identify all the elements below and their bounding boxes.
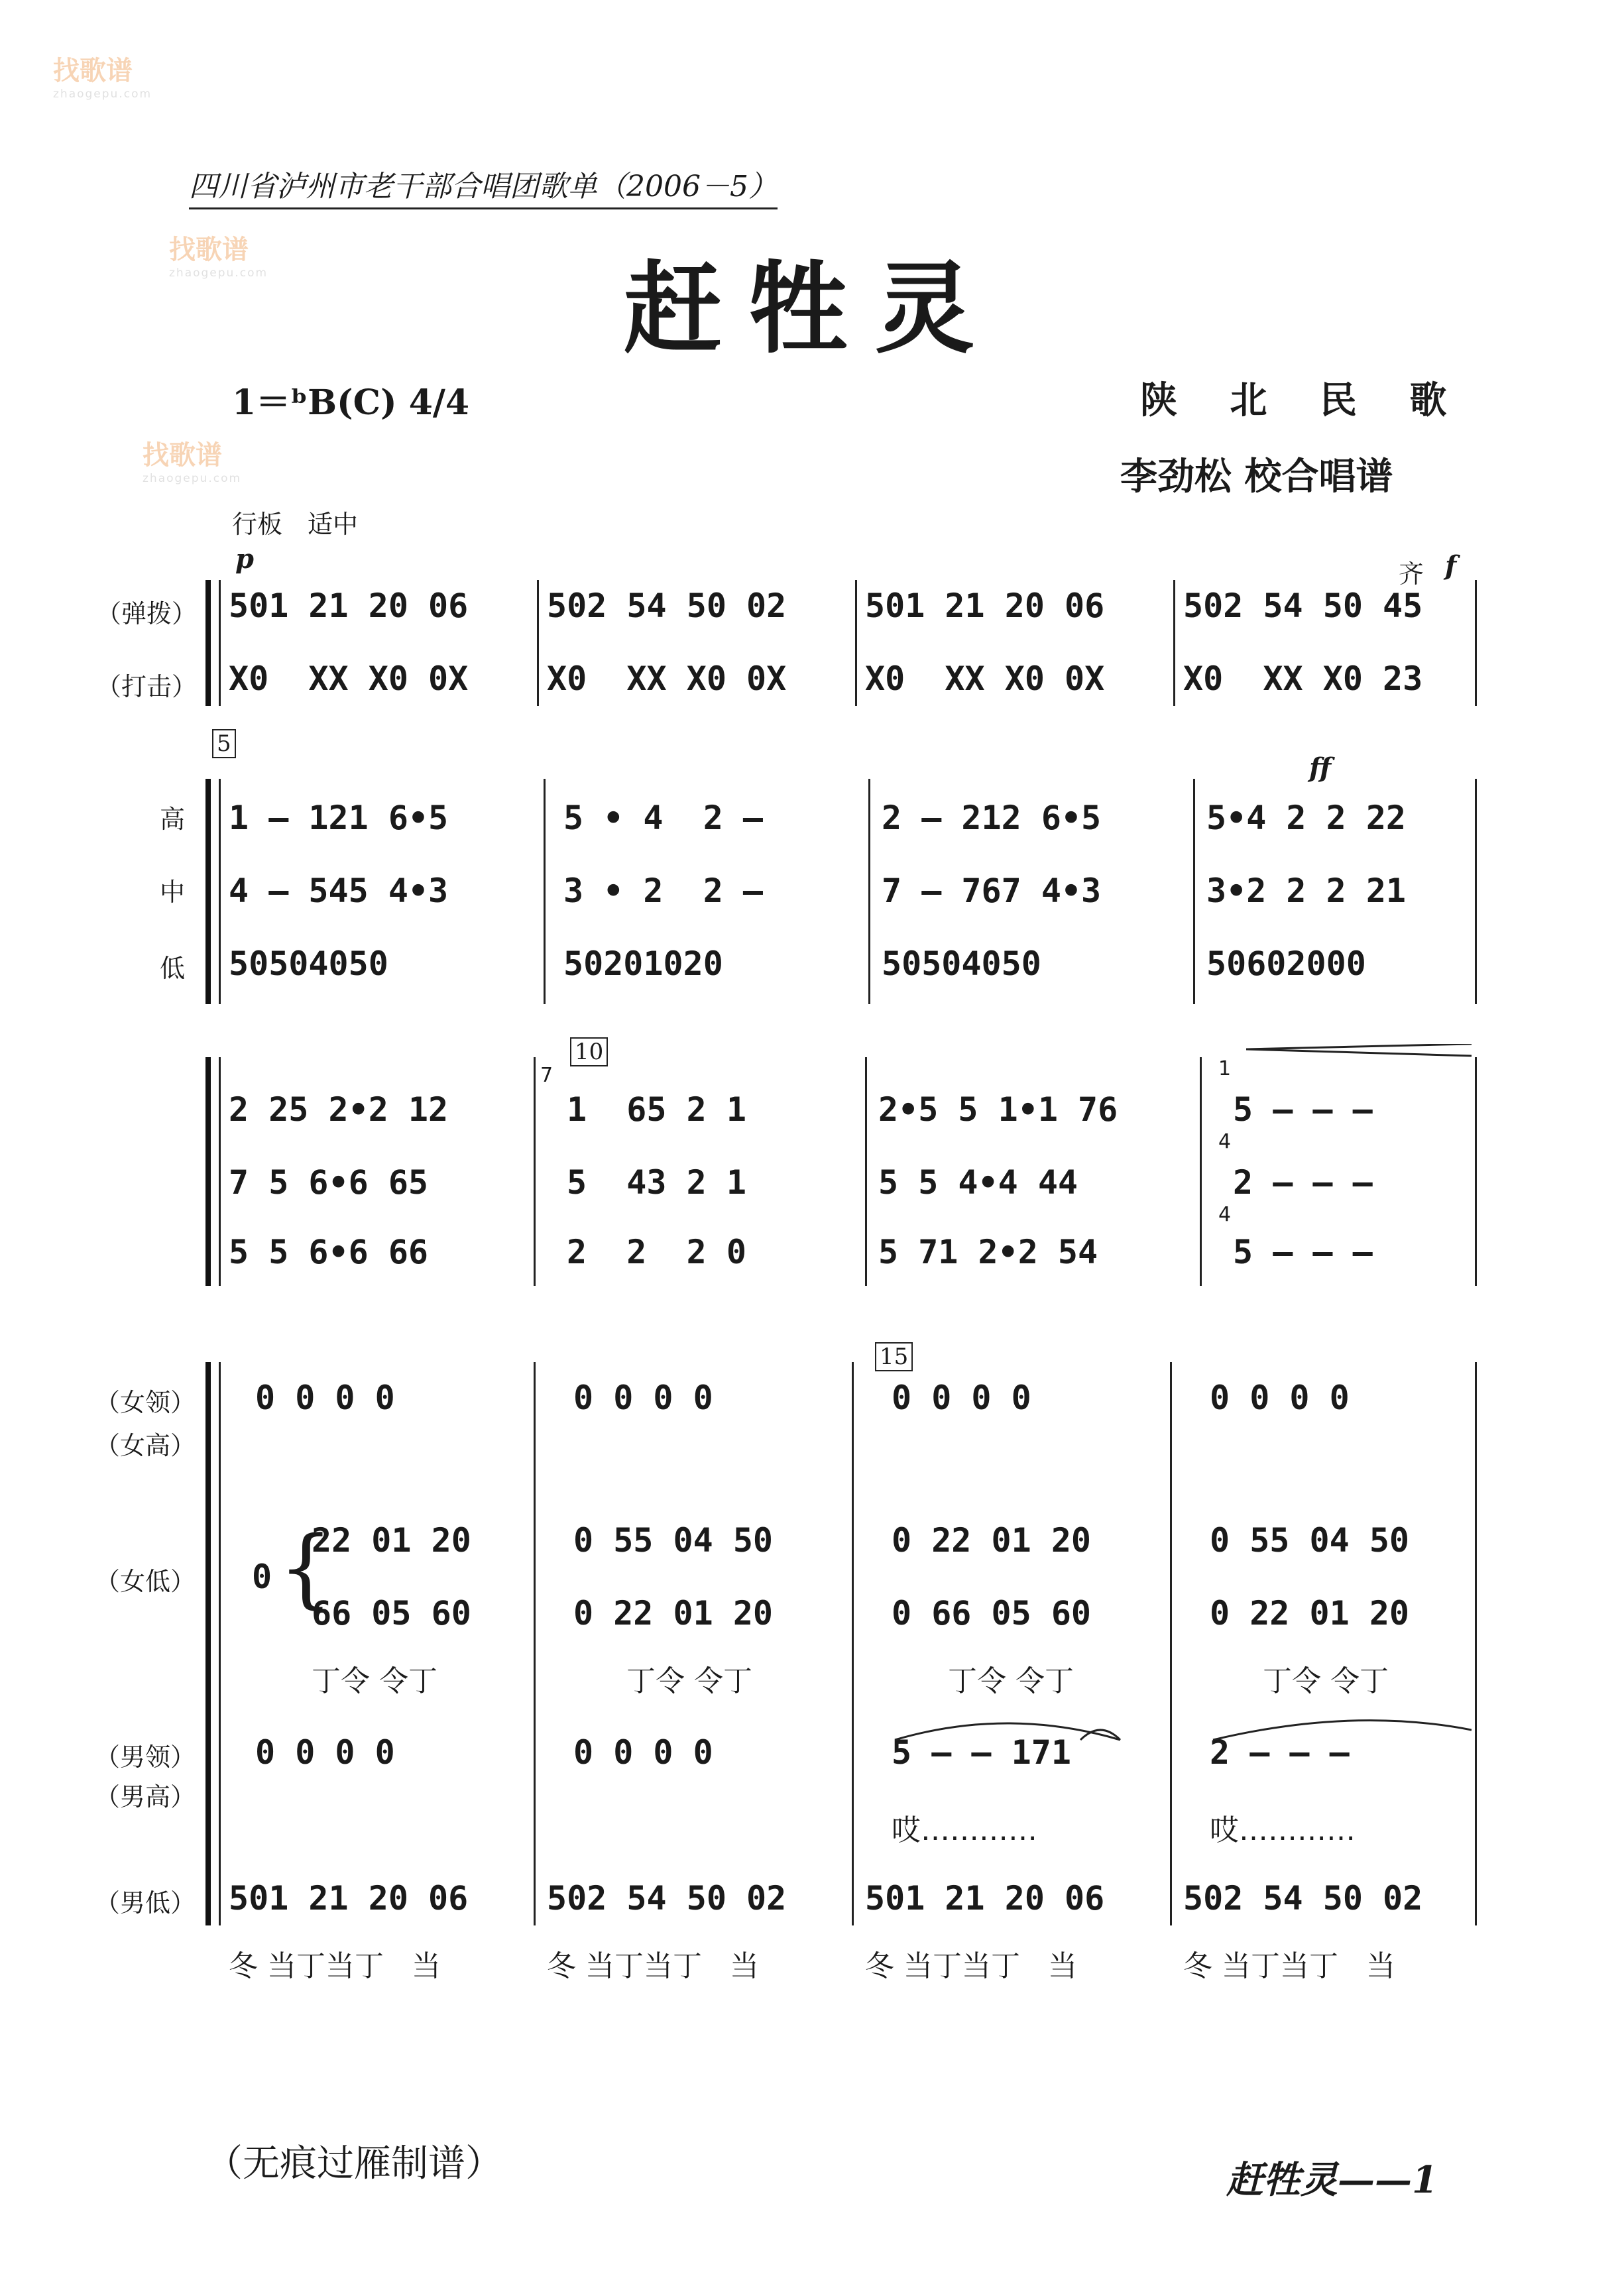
nvling-measure: 0 0 0 0 bbox=[255, 1379, 395, 1417]
dynamic-ff: ff bbox=[1309, 752, 1332, 783]
nandi-lyrics: 冬 当丁当丁 当 bbox=[865, 1949, 1077, 1983]
part-label-nvdi: （女低） bbox=[94, 1567, 196, 1596]
nandi-measure: 502 54 50 02 bbox=[1183, 1879, 1423, 1918]
part-label-nvling: （女领） bbox=[94, 1388, 196, 1417]
song-title: 赶牲灵 bbox=[623, 251, 1002, 367]
barline bbox=[544, 779, 546, 1004]
key-signature: 1＝ᵇB(C) 4/4 bbox=[232, 382, 470, 423]
watermark-logo: 找歌谱 zhaogepu.com bbox=[143, 440, 242, 485]
barline bbox=[1200, 1057, 1202, 1286]
grace-note: 4 bbox=[1218, 1130, 1232, 1153]
nvdi-upper-measure: 0 55 04 50 bbox=[573, 1521, 774, 1560]
barline bbox=[1475, 1057, 1477, 1286]
di-measure: 50504050 bbox=[229, 945, 388, 983]
part-label-nvgao: （女高） bbox=[94, 1431, 196, 1460]
zhong-measure: 7 — 767 4•3 bbox=[882, 872, 1102, 910]
part-label-nanling: （男领） bbox=[94, 1743, 196, 1772]
part-label-daji: （打击） bbox=[96, 672, 198, 701]
barline bbox=[1475, 580, 1477, 706]
system-bracket bbox=[205, 1362, 211, 1925]
nandi-lyrics: 冬 当丁当丁 当 bbox=[1183, 1949, 1395, 1983]
gao-measure: 5•4 2 2 22 bbox=[1206, 799, 1407, 837]
barline bbox=[868, 779, 870, 1004]
nvdi-lower-measure: 0 22 01 20 bbox=[573, 1594, 774, 1633]
barline bbox=[1475, 1362, 1477, 1925]
measure-number: 5 bbox=[212, 729, 236, 758]
barline bbox=[865, 1057, 867, 1286]
measure-number: 15 bbox=[875, 1342, 913, 1371]
part-label-nangao: （男高） bbox=[94, 1782, 196, 1811]
barline bbox=[219, 1057, 221, 1286]
nvdi-lyrics: 丁令 令丁 bbox=[626, 1664, 752, 1698]
di-measure: 50201020 bbox=[563, 945, 723, 983]
nvdi-lyrics: 丁令 令丁 bbox=[312, 1664, 437, 1698]
nandi-measure: 501 21 20 06 bbox=[865, 1879, 1105, 1918]
nandi-measure: 502 54 50 02 bbox=[547, 1879, 787, 1918]
zhong-measure: 7 5 6•6 65 bbox=[229, 1163, 429, 1202]
measure-number: 10 bbox=[570, 1037, 608, 1066]
system-bracket bbox=[205, 779, 211, 1004]
transcriber-credit: （无痕过雁制谱） bbox=[205, 2142, 502, 2185]
unison-marking: 齐 bbox=[1399, 559, 1424, 589]
gao-measure: 1 — 121 6•5 bbox=[229, 799, 449, 837]
nvling-measure: 0 0 0 0 bbox=[1210, 1379, 1350, 1417]
watermark-logo: 找歌谱 zhaogepu.com bbox=[53, 56, 152, 101]
system-bracket bbox=[205, 1057, 211, 1286]
nvling-measure: 0 0 0 0 bbox=[573, 1379, 713, 1417]
tanbo-measure: 501 21 20 06 bbox=[865, 587, 1105, 625]
di-measure: 50504050 bbox=[882, 945, 1041, 983]
di-measure: 5 71 2•2 54 bbox=[878, 1233, 1098, 1271]
barline bbox=[1173, 580, 1175, 706]
zhong-measure: 3•2 2 2 21 bbox=[1206, 872, 1407, 910]
zhong-measure: 5 5 4•4 44 bbox=[878, 1163, 1078, 1202]
part-label-gao: 高 bbox=[159, 805, 185, 834]
grace-note: 4 bbox=[1218, 1203, 1232, 1226]
nvdi-upper-measure: 0 22 01 20 bbox=[892, 1521, 1092, 1560]
part-label-di: 低 bbox=[159, 954, 185, 983]
daji-measure: X0 XX X0 0X bbox=[229, 659, 469, 698]
system-bracket bbox=[205, 580, 211, 706]
tanbo-measure: 501 21 20 06 bbox=[229, 587, 469, 625]
tanbo-measure: 502 54 50 45 bbox=[1183, 587, 1423, 625]
nvdi-upper-measure: 22 01 20 bbox=[312, 1521, 471, 1560]
gao-measure: 2 25 2•2 12 bbox=[229, 1090, 449, 1129]
barline bbox=[1193, 779, 1195, 1004]
gao-measure: 2•5 5 1•1 76 bbox=[878, 1090, 1118, 1129]
nvdi-upper-measure: 0 55 04 50 bbox=[1210, 1521, 1410, 1560]
barline bbox=[852, 1362, 854, 1925]
nandi-measure: 501 21 20 06 bbox=[229, 1879, 469, 1918]
part-label-zhong: 中 bbox=[159, 878, 185, 907]
decrescendo-mark bbox=[1246, 1044, 1475, 1084]
page-mark: 赶牲灵——1 bbox=[1226, 2158, 1438, 2202]
part-label-tanbo: （弹拨） bbox=[96, 599, 198, 628]
nandi-lyrics: 冬 当丁当丁 当 bbox=[229, 1949, 441, 1983]
nvdi-lower-measure: 66 05 60 bbox=[312, 1594, 471, 1633]
gao-measure: 1 65 2 1 bbox=[567, 1090, 746, 1129]
slur-marks bbox=[888, 1710, 1472, 1750]
barline bbox=[534, 1057, 536, 1286]
barline bbox=[855, 580, 857, 706]
di-measure: 5 — — — bbox=[1233, 1233, 1373, 1271]
dynamic-p: p bbox=[235, 544, 254, 575]
barline bbox=[537, 580, 539, 706]
gao-measure: 5 • 4 2 — bbox=[563, 799, 764, 837]
divisi-brace: { bbox=[278, 1517, 333, 1618]
zhong-measure: 2 — — — bbox=[1233, 1163, 1373, 1202]
part-label-nandi: （男低） bbox=[94, 1888, 196, 1918]
gao-measure: 5 — — — bbox=[1233, 1090, 1373, 1129]
barline bbox=[219, 580, 221, 706]
tempo-marking: 行板 适中 bbox=[232, 510, 359, 539]
nvdi-lyrics: 丁令 令丁 bbox=[948, 1664, 1074, 1698]
nanling-measure: 0 0 0 0 bbox=[255, 1733, 395, 1772]
grace-note: 7 bbox=[540, 1064, 553, 1087]
barline bbox=[534, 1362, 536, 1925]
barline bbox=[219, 779, 221, 1004]
nanling-lyrics: 哎………… bbox=[1210, 1813, 1356, 1847]
daji-measure: X0 XX X0 0X bbox=[865, 659, 1105, 698]
barline bbox=[219, 1362, 221, 1925]
nvdi-lower-measure: 0 66 05 60 bbox=[892, 1594, 1092, 1633]
tanbo-measure: 502 54 50 02 bbox=[547, 587, 787, 625]
dynamic-f: f bbox=[1445, 550, 1457, 581]
nvdi-prefix: 0 bbox=[252, 1558, 272, 1596]
nanling-measure: 5 — — 171 bbox=[892, 1733, 1071, 1772]
di-measure: 5 5 6•6 66 bbox=[229, 1233, 429, 1271]
daji-measure: X0 XX X0 0X bbox=[547, 659, 787, 698]
watermark-logo: 找歌谱 zhaogepu.com bbox=[169, 235, 268, 280]
barline bbox=[1475, 779, 1477, 1004]
zhong-measure: 4 — 545 4•3 bbox=[229, 872, 449, 910]
zhong-measure: 5 43 2 1 bbox=[567, 1163, 746, 1202]
arranger-credit: 李劲松 校合唱谱 bbox=[1120, 455, 1393, 498]
nanling-measure: 2 — — — bbox=[1210, 1733, 1350, 1772]
barline bbox=[1170, 1362, 1172, 1925]
nanling-measure: 0 0 0 0 bbox=[573, 1733, 713, 1772]
di-measure: 2 2 2 0 bbox=[567, 1233, 746, 1271]
nandi-lyrics: 冬 当丁当丁 当 bbox=[547, 1949, 759, 1983]
header-note: 四川省泸州市老干部合唱团歌单（2006－5） bbox=[189, 162, 778, 209]
nvdi-lower-measure: 0 22 01 20 bbox=[1210, 1594, 1410, 1633]
origin-credit: 陕 北 民 歌 bbox=[1140, 379, 1467, 422]
di-measure: 50602000 bbox=[1206, 945, 1366, 983]
nvdi-lyrics: 丁令 令丁 bbox=[1263, 1664, 1389, 1698]
nanling-lyrics: 哎………… bbox=[892, 1813, 1037, 1847]
grace-note: 1 bbox=[1218, 1057, 1232, 1080]
gao-measure: 2 — 212 6•5 bbox=[882, 799, 1102, 837]
nvling-measure: 0 0 0 0 bbox=[892, 1379, 1031, 1417]
daji-measure: X0 XX X0 23 bbox=[1183, 659, 1423, 698]
zhong-measure: 3 • 2 2 — bbox=[563, 872, 764, 910]
